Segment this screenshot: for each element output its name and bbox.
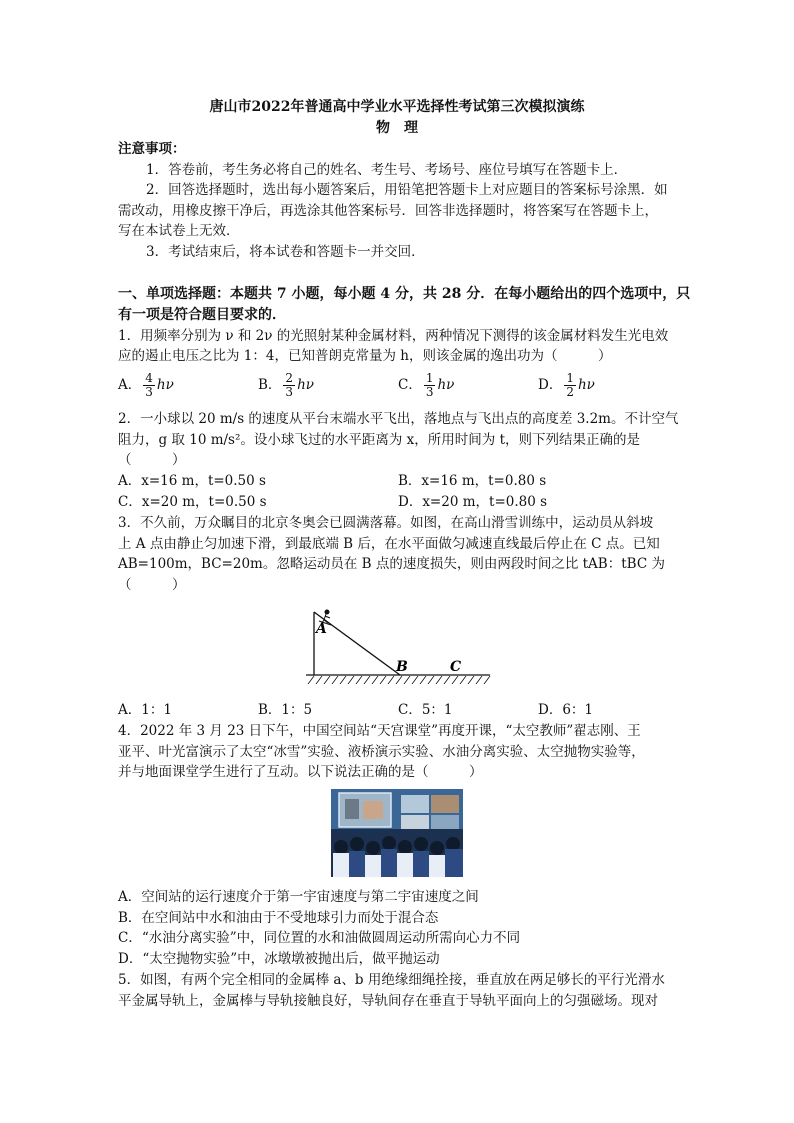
q1-option-c-den: 3 xyxy=(425,385,434,399)
q1-option-d-label: D． xyxy=(538,377,563,393)
q2-option-c: C．x=20 m，t=0.50 s xyxy=(118,494,267,510)
q2-stem-line-3: （ ） xyxy=(118,452,186,468)
point-c-label: C xyxy=(450,659,462,675)
q1-option-b-label: B． xyxy=(258,377,282,393)
q4-option-c: C．“水油分离实验”中，同位置的水和油做圆周运动所需向心力不同 xyxy=(118,930,521,946)
q2-option-a: A．x=16 m，t=0.50 s xyxy=(118,473,266,489)
q3-stem-line-4: （ ） xyxy=(118,577,186,593)
q2-option-b: B．x=16 m，t=0.80 s xyxy=(398,473,547,489)
q1-option-a-fraction xyxy=(143,372,155,399)
q1-option-c-label: C． xyxy=(398,377,422,393)
q5-stem-line-1: 5．如图，有两个完全相同的金属棒 a、b 用绝缘细绳拴接，垂直放在两足够长的平行光滑水 xyxy=(118,972,665,988)
q1-option-b-num: 2 xyxy=(285,371,294,385)
q3-option-d: D．6：1 xyxy=(538,702,594,718)
point-a-label: A xyxy=(316,621,327,637)
q4-option-a: A．空间站的运行速度介于第一宇宙速度与第二宇宙速度之间 xyxy=(118,889,479,905)
point-b-label: B xyxy=(396,659,408,675)
note-2-line-1: 2．回答选择题时，选出每小题答案后，用铅笔把答题卡上对应题目的答案标号涂黑．如 xyxy=(146,182,668,198)
q2-stem-line-2: 阻力，g 取 10 m/s²。设小球飞过的水平距离为 x，所用时间为 t，则下列结果正确的是 xyxy=(118,432,641,448)
note-2-line-3: 写在本试卷上无效． xyxy=(118,223,240,239)
q1-option-a xyxy=(118,372,174,399)
q1-option-d-fraction xyxy=(564,372,576,399)
q2-stem-line-1: 2．一小球以 20 m/s 的速度从平台末端水平飞出，落地点与飞出点的高度差 3.2m。不计空气 xyxy=(118,411,679,427)
q1-option-d-den: 2 xyxy=(566,385,574,399)
q5-stem-line-2: 平金属导轨上，金属棒与导轨接触良好，导轨间存在垂直于导轨平面向上的匀强磁场。现对 xyxy=(118,993,658,1009)
q1-option-c-num: 1 xyxy=(425,371,434,385)
q1-option-a-tail: hν xyxy=(156,377,174,393)
q1-option-d xyxy=(538,372,595,399)
q1-stem-line-2: 应的遏止电压之比为 1：4，已知普朗克常量为 h，则该金属的逸出功为（ ） xyxy=(118,348,612,364)
q3-option-b: B．1：5 xyxy=(258,702,313,718)
ground-hatching xyxy=(306,675,490,684)
q1-option-d-tail: hν xyxy=(577,377,595,393)
q1-option-b-den: 3 xyxy=(285,385,294,399)
q1-option-b xyxy=(258,372,314,399)
exam-title: 唐山市2022年普通高中学业水平选择性考试第三次模拟演练 xyxy=(209,99,585,115)
q4-option-d: D．“太空抛物实验”中，冰墩墩被抛出后，做平抛运动 xyxy=(118,951,440,967)
notes-heading: 注意事项： xyxy=(118,141,186,157)
q1-option-a-den: 3 xyxy=(145,385,153,399)
subject-title: 物 理 xyxy=(376,120,418,136)
q1-option-c-fraction xyxy=(424,372,436,399)
q4-option-b: B．在空间站中水和油由于不受地球引力而处于混合态 xyxy=(118,910,439,926)
section-1-heading-line-2: 有一项是符合题目要求的． xyxy=(118,307,286,323)
note-3: 3．考试结束后，将本试卷和答题卡一并交回． xyxy=(146,244,425,260)
q3-option-c: C．5：1 xyxy=(398,702,453,718)
tiangong-classroom-photo xyxy=(331,789,463,877)
q1-stem-line-1: 1．用频率分别为 ν 和 2ν 的光照射某种金属材料，两种情况下测得的该金属材料发生光电效 xyxy=(118,328,669,344)
q1-option-a-num: 4 xyxy=(145,371,153,385)
q3-stem-line-3: AB=100m，BC=20m。忽略运动员在 B 点的速度损失，则由两段时间之比 tAB：tBC 为 xyxy=(118,556,665,572)
q1-option-b-fraction xyxy=(283,372,295,399)
note-1: 1．答卷前，考生务必将自己的姓名、考生号、考场号、座位号填写在答题卡上． xyxy=(146,162,628,178)
q3-option-a: A．1：1 xyxy=(118,702,172,718)
q1-option-a-label: A． xyxy=(118,377,142,393)
section-1-heading-line-1: 一、单项选择题：本题共 7 小题，每小题 4 分，共 28 分．在每小题给出的四个选项中，只 xyxy=(118,286,691,302)
q3-stem-line-2: 上 A 点由静止匀加速下滑，到最底端 B 后，在水平面做匀减速直线最后停止在 C 点。已知 xyxy=(118,536,660,552)
note-2-line-2: 需改动，用橡皮擦干净后，再选涂其他答案标号．回答非选择题时，将答案写在答题卡上， xyxy=(118,203,658,219)
q1-option-b-tail: hν xyxy=(297,377,314,393)
q1-option-c-tail: hν xyxy=(437,377,455,393)
q4-stem-line-2: 亚平、叶光富演示了太空“冰雪”实验、液桥演示实验、水油分离实验、太空抛物实验等， xyxy=(118,744,645,760)
q4-stem-line-3: 并与地面课堂学生进行了互动。以下说法正确的是（ ） xyxy=(118,764,483,780)
q4-stem-line-1: 4．2022 年 3 月 23 日下午，中国空间站“天宫课堂”再度开课，“太空教师”翟志刚、王 xyxy=(118,723,641,739)
q1-option-c xyxy=(398,372,454,399)
q3-stem-line-1: 3．不久前，万众瞩目的北京冬奥会已圆满落幕。如图，在高山滑雪训练中，运动员从斜坡 xyxy=(118,515,654,531)
ski-slope-figure xyxy=(300,600,495,690)
q1-option-d-num: 1 xyxy=(566,371,574,385)
slope-incline xyxy=(314,612,400,675)
q2-option-d: D．x=20 m，t=0.80 s xyxy=(398,494,548,510)
